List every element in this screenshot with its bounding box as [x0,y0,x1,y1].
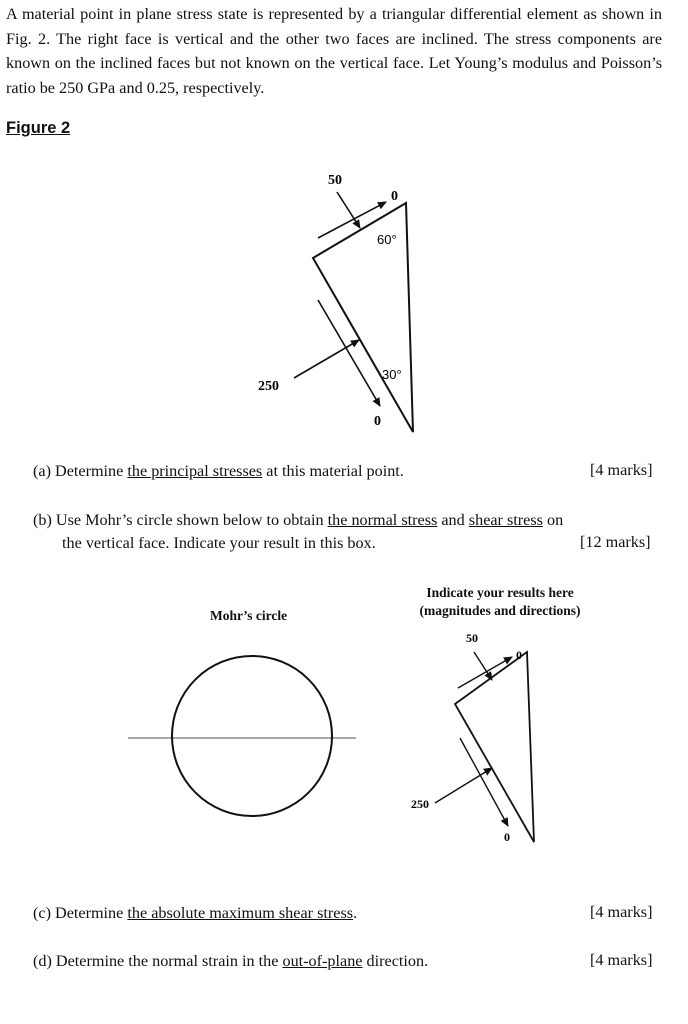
results-label-bottom-normal: 250 [411,797,429,811]
results-box-title: Indicate your results here (magnitudes and directions) [419,585,581,618]
question-c-marks: [4 marks] [590,903,653,921]
results-triangular-element [455,652,534,842]
results-label-bottom-shear: 0 [504,830,510,844]
question-c: (c) Determine the absolute maximum shear stress. [33,904,358,922]
question-a-marks: [4 marks] [590,461,653,479]
results-bottom-shear-arrow [460,738,508,826]
question-d-marks: [4 marks] [590,951,653,969]
question-b-marks: [12 marks] [580,533,651,551]
figure-title: Figure 2 [6,119,71,137]
bottom-normal-arrow [294,340,359,378]
label-top-shear: 0 [391,189,398,204]
question-b: (b) Use Mohr’s circle shown below to obtain the normal stress and shear stress on [33,511,564,529]
label-bottom-normal: 250 [258,379,279,394]
mohr-circle [172,656,332,816]
question-b-line2: the vertical face. Indicate your result in this box. [62,534,376,552]
mohr-circle-title: Mohr’s circle [210,608,288,623]
results-bottom-normal-arrow [435,768,492,803]
results-label-top-shear: 0 [516,648,522,662]
question-d: (d) Determine the normal strain in the out-of-plane direction. [33,952,429,970]
problem-statement: A material point in plane stress state is represented by a triangular differential element as shown in Fig. 2. The right face is vertical and the other two faces are inclined. The stress components are known on the inclined faces but not known on the vertical face. Let Young’s modulus and Poisson’s ratio be 250 GPa and 0.25, respectively. [6,5,662,97]
label-angle-bottom: 30° [382,367,402,382]
results-label-top-normal: 50 [466,631,478,645]
results-top-normal-arrow [474,652,492,680]
question-a: (a) Determine the principal stresses at this material point. [33,462,404,480]
label-top-normal: 50 [328,173,342,188]
label-angle-top: 60° [377,232,397,247]
label-bottom-shear: 0 [374,414,381,429]
bottom-shear-arrow [318,300,380,406]
